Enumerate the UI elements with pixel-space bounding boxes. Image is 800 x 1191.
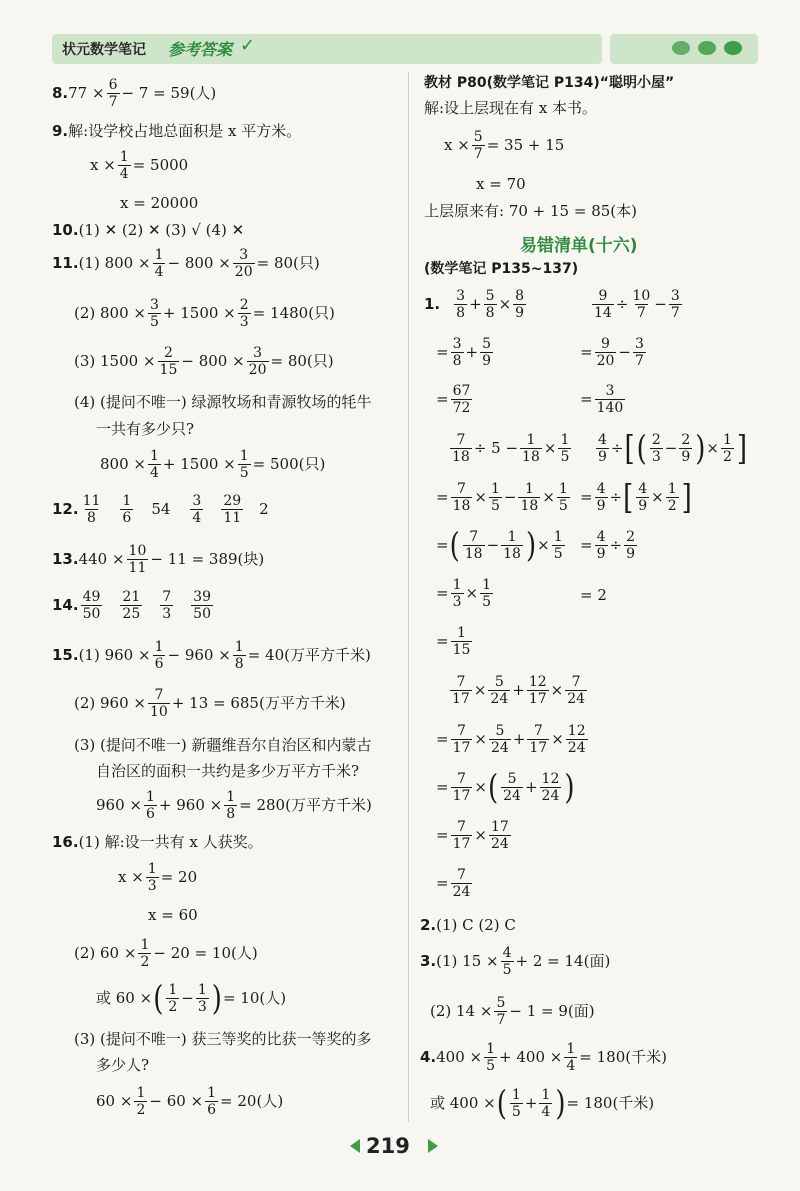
calc-c4: = $\frac{1}{3}$ × $\frac{1}{5}$ [436, 577, 491, 610]
answer-16-1: 16. (1) 解:设一共有 x 人获奖。 [52, 833, 263, 851]
answer-15-3b: 自治区的面积一共约是多少万平方千米? [96, 762, 360, 780]
answer-2: 2. (1) C (2) C [420, 916, 516, 934]
equation: x × $\frac{1}{3}$ = 20 [118, 861, 198, 894]
answer-16-3: (3) (提问不唯一) 获三等奖的比获一等奖的多 [74, 1030, 372, 1048]
solution-intro: 解:设上层现在有 x 本书。 [424, 99, 598, 117]
leaf-dot-icon [672, 41, 690, 55]
answer-11-4b: 一共有多少只? [96, 420, 195, 438]
leaf-dot-icon [724, 41, 742, 55]
book-title: 状元数学笔记 [62, 42, 146, 58]
answer-16-3b: 多少人? [96, 1056, 150, 1074]
answer-11-4: (4) (提问不唯一) 绿源牧场和青源牧场的牦牛 [74, 393, 372, 411]
answer-15-1: 15. (1) 960 × $\frac{1}{6}$ − 960 × $\frac{1}{8}$ = 40(万平方千米) [52, 639, 371, 672]
answer-16-2: (2) 60 × $\frac{1}{2}$ − 20 = 10(人) [74, 937, 258, 970]
answer-11-1: 11. (1) 800 × $\frac{1}{4}$ − 800 × $\frac{3}{20}$ = 80(只) [52, 247, 320, 280]
next-page-arrow-icon[interactable] [428, 1139, 438, 1153]
calc-c3: = ( 7 18 − $\frac{1}{18}$ ) × $\frac{1}{5}$ [436, 526, 563, 565]
calc-d4: = 2 [580, 586, 607, 604]
calc-c2: = $\frac{7}{18}$ × $\frac{1}{5}$ − $\frac{1}{18}$ × $\frac{1}{5}$ [436, 481, 568, 514]
equation: x × $\frac{1}{4}$ = 5000 [90, 149, 189, 182]
answer-3-1: 3. (1) 15 × $\frac{4}{5}$ + 2 = 14(面) [420, 945, 611, 978]
answer-11-2: (2) 800 × $\frac{3}{5}$ + 1500 × $\frac{2}{3}$ = 1480(只) [74, 297, 335, 330]
answer-14: 14. 49 50 21 25 7 3 39 50 [52, 589, 211, 622]
answer-16-4: 60 × $\frac{1}{2}$ − 60 × $\frac{1}{6}$ = 20(人) [96, 1085, 284, 1118]
calc-d2: = $\frac{4}{9}$ ÷ [ $\frac{4}{9}$ × $\frac{1}{2}$ ] [580, 478, 692, 517]
answer-11-5: 800 × $\frac{1}{4}$ + 1500 × $\frac{1}{5}$ = 500(只) [100, 448, 326, 481]
answer-3-2: (2) 14 × $\frac{5}{7}$ − 1 = 9(面) [430, 995, 595, 1028]
calc-e2: = $\frac{7}{17}$ × $\frac{5}{24}$ + $\frac{7}{17}$ × $\frac{12}{24}$ [436, 723, 586, 756]
equation: x = 20000 [120, 194, 199, 212]
answer-4-2: 或 400 × ( 1 5 + $\frac{1}{4}$ ) = 180(千米) [430, 1084, 655, 1123]
calc-d3: = $\frac{4}{9}$ ÷ $\frac{2}{9}$ [580, 529, 635, 562]
answer-12: 12. 11 8 1 6 54 3 4 29 11 2 [52, 493, 269, 526]
leaf-dot-icon [698, 41, 716, 55]
prev-page-arrow-icon[interactable] [350, 1139, 360, 1153]
calc-a1: 1. 3 8 + $\frac{5}{8}$ × $\frac{8}{9}$ [424, 288, 525, 321]
calc-c5: = $\frac{1}{15}$ [436, 625, 471, 658]
equation: x × $\frac{5}{7}$ = 35 + 15 [444, 129, 565, 162]
section-title: 易错清单(十六) [520, 236, 638, 256]
calc-a3: = $\frac{67}{72}$ [436, 383, 471, 416]
calc-e4: = $\frac{7}{17}$ × $\frac{17}{24}$ [436, 819, 509, 852]
calc-d1: $\frac{4}{9}$ ÷ [ ( 2 3 − $\frac{2}{9}$ ) × $\frac{1}{2}$ ] [598, 429, 748, 468]
calc-e5: = $\frac{7}{24}$ [436, 867, 471, 900]
answer-15-3: (3) (提问不唯一) 新疆维吾尔自治区和内蒙古 [74, 736, 372, 754]
equation: x = 60 [148, 906, 198, 924]
answer-9: 9. 解:设学校占地总面积是 x 平方米。 [52, 122, 302, 140]
column-divider [408, 72, 409, 1122]
answer-10: 10. (1) ✕ (2) ✕ (3) √ (4) ✕ [52, 221, 245, 239]
page-number: 219 [366, 1134, 410, 1158]
section-label: 参考答案 [168, 40, 233, 59]
answer-15-4: 960 × $\frac{1}{6}$ + 960 × $\frac{1}{8}$ = 280(万平方千米) [96, 789, 372, 822]
calc-b3: = $\frac{3}{140}$ [580, 383, 624, 416]
answer-4-1: 4. 400 × $\frac{1}{5}$ + 400 × $\frac{1}{4}$ = 180(千米) [420, 1041, 667, 1074]
calc-b1: $\frac{9}{14}$ ÷ $\frac{10}{7}$ − $\frac{3}{7}$ [594, 288, 680, 321]
answer-16-2b: 或 60 × ( 1 2 − $\frac{1}{3}$ ) = 10(人) [96, 979, 287, 1018]
equation: x = 70 [476, 175, 526, 193]
calc-e3: = $\frac{7}{17}$ × ( 5 24 + $\frac{12}{24}$ ) [436, 768, 575, 807]
calc-e1: $\frac{7}{17}$ × $\frac{5}{24}$ + $\frac{12}{17}$ × $\frac{7}{24}$ [452, 674, 586, 707]
answer-11-3: (3) 1500 × $\frac{2}{15}$ − 800 × $\frac{3}{20}$ = 80(只) [74, 345, 334, 378]
answer-8: 8. 77 × $\frac{6}{7}$ − 7 = 59(人) [52, 77, 217, 110]
answer-15-2: (2) 960 × $\frac{7}{10}$ + 13 = 685(万平方千米) [74, 687, 346, 720]
check-icon: ✓ [240, 35, 256, 56]
calc-c1: $\frac{7}{18}$ ÷ 5 − $\frac{1}{18}$ × $\frac{1}{5}$ [452, 432, 570, 465]
section-ref: (数学笔记 P135~137) [424, 261, 579, 277]
calc-b2: = $\frac{9}{20}$ − $\frac{3}{7}$ [580, 336, 644, 369]
textbook-ref: 教材 P80(数学笔记 P134)“聪明小屋” [424, 75, 675, 91]
answer-13: 13. 440 × $\frac{10}{11}$ − 11 = 389(块) [52, 543, 265, 576]
answer-text: 上层原来有: 70 + 15 = 85(本) [424, 202, 637, 220]
calc-a2: = $\frac{3}{8}$ + $\frac{5}{9}$ [436, 336, 491, 369]
